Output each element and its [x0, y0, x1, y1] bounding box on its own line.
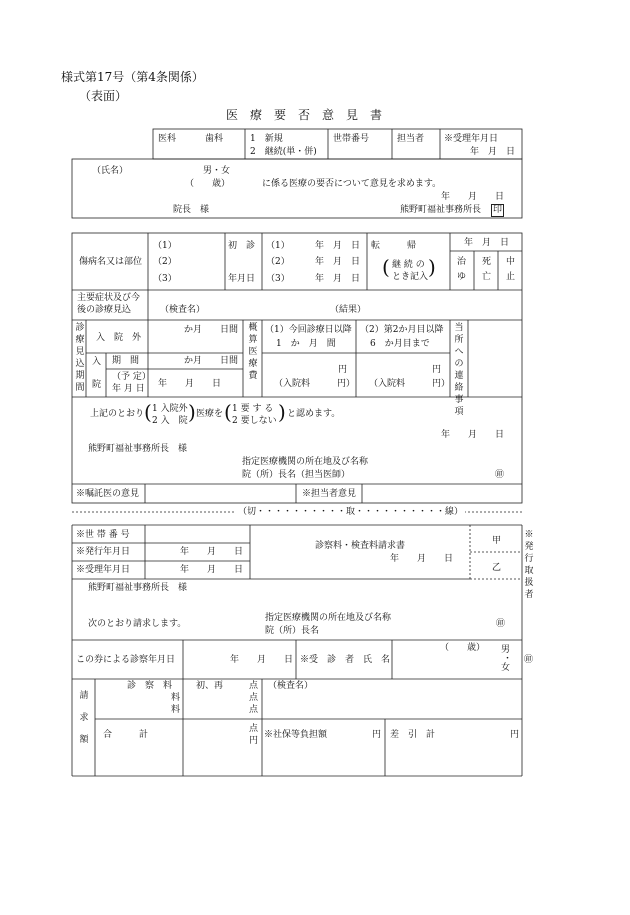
- estimate-col1-line2: 1 か 月 間: [276, 339, 336, 349]
- period-side-label: 診療見込期間: [75, 323, 85, 393]
- visit-date-2: （2）: [266, 257, 290, 267]
- claim-issuer-label: ※発行取扱者: [524, 530, 534, 600]
- fee-row-2: 料: [171, 693, 181, 703]
- outpatient-months: か月 日間: [184, 325, 239, 335]
- approval-mid: 医療を: [196, 409, 224, 419]
- approval-suffix: と認めます。: [287, 409, 341, 419]
- visit-date-3: （3）: [266, 274, 290, 284]
- patient-seal: ㊞: [524, 655, 534, 665]
- consult-opinion-label: ※嘱託医の意見: [76, 489, 140, 499]
- inpatient-label-1: 入: [92, 357, 102, 367]
- patient-sex-dot: ・: [503, 654, 513, 664]
- diagnosis-item-2: （2）: [153, 257, 177, 267]
- outpatient-label: 入 院 外: [96, 333, 142, 343]
- diagnosis-item-1: （1）: [153, 241, 177, 251]
- symptoms-label-1: 主要症状及び今: [77, 293, 141, 303]
- planned-label: （予 定）: [112, 372, 151, 382]
- received-date-ymd: 年 月 日: [470, 147, 516, 157]
- estimate-label: 概算医療費: [248, 323, 258, 381]
- points-3: 点: [249, 705, 259, 715]
- claim-title: 診察料・検査料請求書: [315, 541, 406, 551]
- diagnosis-label: 傷病名又は部位: [79, 257, 143, 267]
- exam-result-label: （結果）: [330, 305, 367, 315]
- outcome-cured-2: ゆ: [457, 272, 467, 282]
- claim-addressee: 熊野町福祉事務所長 様: [88, 583, 188, 593]
- patient-age: （ 歳）: [440, 643, 486, 653]
- request-date: 年 月 日: [441, 192, 505, 202]
- bracket-close-3: ): [278, 400, 286, 424]
- name-label: （氏名）: [92, 166, 129, 176]
- bracket-close-2: ): [188, 400, 196, 424]
- bracket-open: (: [382, 255, 390, 279]
- outcome-died: 死: [482, 257, 492, 267]
- inpatient-fee-1: （入院料 円）: [274, 379, 356, 389]
- deduct-label: 差 引 計: [390, 730, 436, 740]
- approval-seal: ㊞: [495, 470, 505, 480]
- claim-otsu: 乙: [492, 563, 502, 573]
- seal-box: 印: [493, 205, 503, 215]
- household-number-label: 世帯番号: [333, 134, 370, 144]
- patient-name-label: ※受 診 者 氏 名: [300, 655, 391, 665]
- claim-kou: 甲: [492, 536, 502, 546]
- sex-choice: 男・女: [203, 166, 231, 176]
- fee-consult: 診 察 料: [127, 681, 173, 691]
- approval-institution: 指定医療機関の所在地及び名称: [242, 457, 369, 467]
- cut-line-label: （切・・・・・・・・・・取・・・・・・・・・・線）: [238, 507, 464, 517]
- outcome-died-2: 亡: [482, 272, 492, 282]
- office-name: 熊野町福祉事務所長: [400, 205, 482, 215]
- bracket-open-2: (: [144, 400, 152, 424]
- claim-exam-label: （検査名）: [268, 681, 314, 691]
- claim-director: 院（所）長名: [265, 626, 320, 636]
- request-text: に係る医療の要否について意見を求めます。: [262, 179, 442, 189]
- estimate-col2-line1: （2）第2か月目以降: [360, 325, 444, 335]
- outcome-note-2: とき記入: [392, 272, 429, 282]
- received-date-label: ※受理年月日: [444, 134, 499, 144]
- points-2: 点: [249, 693, 259, 703]
- fee-row-3: 料: [171, 705, 181, 715]
- total-yen: 円: [249, 736, 259, 746]
- claim-seal: ㊞: [496, 619, 506, 629]
- inpatient-months: か月 日間: [184, 356, 239, 366]
- deduct-yen: 円: [510, 730, 520, 740]
- ticket-date-label: この券による診察年月日: [76, 655, 176, 665]
- patient-sex-female: 女: [501, 663, 511, 673]
- claim-request-text: 次のとおり請求します。: [88, 619, 187, 629]
- claim-institution: 指定医療機関の所在地及び名称: [265, 613, 392, 623]
- bracket-close: ): [428, 255, 436, 279]
- exam-name-label: （検査名）: [160, 305, 206, 315]
- approval-inpatient: 2 入 院: [152, 416, 188, 426]
- claim-issued-label: ※発行年月日: [76, 547, 131, 557]
- continue-option: 2 継続(単・併): [250, 147, 317, 157]
- symptoms-label-2: 後の診療見込: [77, 305, 132, 315]
- director-addressee: 院長 様: [173, 205, 210, 215]
- staff-opinion-label: ※担当者意見: [302, 489, 357, 499]
- estimate-yen-1: 円: [338, 365, 348, 375]
- claim-household-label: ※世 帯 番 号: [76, 530, 130, 540]
- page-title: 医 療 要 否 意 見 書: [226, 108, 383, 122]
- approval-outpatient: 1 入院外: [152, 404, 188, 414]
- new-option: 1 新規: [250, 134, 283, 144]
- bracket-open-3: (: [224, 400, 232, 424]
- claim-issued-date: 年 月 日: [180, 547, 244, 557]
- outcome-note-1: 継 続 の: [392, 260, 425, 270]
- total-label: 合 計: [103, 730, 149, 740]
- points-1: 点: [249, 681, 259, 691]
- claim-received-label: ※受理年月日: [76, 565, 131, 575]
- approval-addressee: 熊野町福祉事務所長 様: [88, 444, 188, 454]
- claim-date: 年 月 日: [390, 554, 454, 564]
- inpatient-label-2: 院: [92, 380, 102, 390]
- social-burden-yen: 円: [372, 730, 382, 740]
- approval-date: 年 月 日: [441, 430, 505, 440]
- visit-ymd-1: 年 月 日: [315, 241, 361, 251]
- outcome-label: 転 帰: [371, 241, 417, 251]
- patient-sex-male: 男: [501, 645, 511, 655]
- estimate-col1-line1: （1）今回診療日以降: [265, 325, 352, 335]
- planned-date: 年 月 日: [158, 379, 222, 389]
- outcome-cured: 治: [457, 257, 467, 267]
- inpatient-fee-2: （入院料 円）: [369, 379, 451, 389]
- visit-ymd-2: 年 月 日: [315, 257, 361, 267]
- age-field: （ 歳）: [185, 179, 231, 189]
- approval-prefix: 上記のとおり: [90, 409, 145, 419]
- amount-label: 請求額: [79, 691, 89, 745]
- claim-received-date: 年 月 日: [180, 565, 244, 575]
- dept-medical: 医科: [158, 134, 177, 144]
- staff-label: 担当者: [397, 134, 425, 144]
- social-burden-label: ※社保等負担額: [264, 730, 328, 740]
- outcome-date: 年 月 日: [464, 238, 510, 248]
- visit-ymd-3: 年 月 日: [315, 274, 361, 284]
- outcome-stop-2: 止: [506, 272, 516, 282]
- total-points: 点: [249, 724, 259, 734]
- dept-dental: 歯科: [205, 134, 224, 144]
- side-label: （表面）: [79, 89, 128, 103]
- ticket-date: 年 月 日: [230, 655, 294, 665]
- form-number: 様式第17号（第4条関係）: [61, 70, 204, 84]
- inpatient-period-label: 期 間: [112, 356, 140, 366]
- first-visit-ymd-label: 年月日: [228, 274, 256, 284]
- diagnosis-item-3: （3）: [153, 274, 177, 284]
- outcome-stop: 中: [506, 257, 516, 267]
- approval-not-need: 2 要しない: [232, 416, 277, 426]
- estimate-yen-2: 円: [432, 365, 442, 375]
- first-visit-label: 初 診: [228, 241, 256, 251]
- visit-date-1: （1）: [266, 241, 290, 251]
- estimate-col2-line2: 6 か月目まで: [370, 339, 430, 349]
- contact-label: 当所への連絡事項: [454, 323, 464, 417]
- first-re-label: 初、再: [196, 681, 224, 691]
- approval-doctor: 院（所）長名（担当医師）: [242, 470, 351, 480]
- planned-ymd-label: 年 月 日: [112, 384, 145, 394]
- approval-need: 1 要 す る: [232, 404, 274, 414]
